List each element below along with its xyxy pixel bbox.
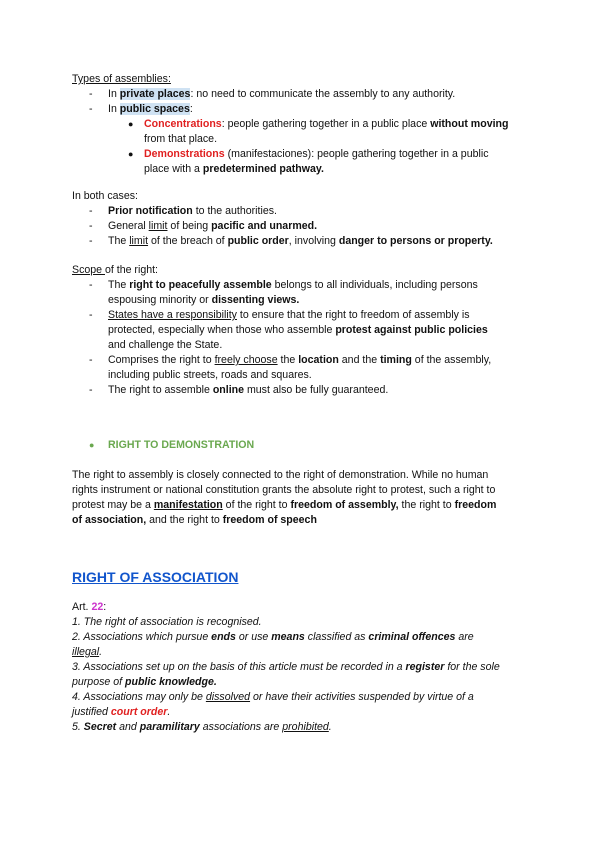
bullet-icon: ●: [128, 119, 134, 129]
demonstration-heading: ● RIGHT TO DEMONSTRATION: [89, 439, 255, 451]
list-item: - The limit of the breach of public order, involving danger to persons or property.: [89, 235, 493, 247]
article-number: Art. 22:: [72, 601, 107, 613]
text-line: rights instrument or national constitution grants the absolute right to protest, such a right to: [72, 484, 496, 496]
types-heading: Types of assemblies:: [72, 73, 171, 85]
list-item: - The right to peacefully assemble belongs to all individuals, including persons espousing minority or dissenting views.: [89, 279, 478, 306]
association-article: [72, 600, 542, 735]
demonstration-heading-block: [72, 438, 532, 453]
association-title-link[interactable]: RIGHT OF ASSOCIATION: [72, 569, 239, 585]
article-item: 1. The right of association is recognised.: [72, 616, 262, 628]
article-item: 4. Associations may only be dissolved or have their activities suspended by virtue of a justified court order.: [72, 691, 474, 718]
text-line: of association, and the right to freedom of speech: [72, 514, 317, 526]
text-line: The right to assembly is closely connected to the right of demonstration. While no human: [72, 469, 489, 481]
list-item: - The right to assemble online must also be fully guaranteed.: [89, 384, 389, 396]
scope-section: [72, 263, 532, 398]
scope-heading: Scope of the right:: [72, 264, 158, 276]
types-section: [72, 72, 532, 177]
bullet-icon: ●: [89, 440, 95, 450]
list-item: - Comprises the right to freely choose the location and the timing of the assembly, including public streets, roads and squares.: [89, 354, 492, 381]
list-item: - States have a responsibility to ensure that the right to freedom of assembly is protected, especially when those who assemble protest against public policies and challenge the State.: [89, 309, 488, 351]
article-item: 2. Associations which pursue ends or use means classified as criminal offences are illegal.: [72, 631, 474, 658]
list-item: - In public spaces:: [89, 103, 193, 115]
list-item: - General limit of being pacific and unarmed.: [89, 220, 318, 232]
both-heading: In both cases:: [72, 190, 138, 202]
list-item: - In private places: no need to communicate the assembly to any authority.: [89, 88, 456, 100]
both-cases-section: [72, 189, 532, 249]
demonstration-paragraph: [72, 468, 542, 528]
article-item: 5. Secret and paramilitary associations are prohibited.: [72, 721, 332, 733]
list-item: ● Demonstrations (manifestaciones): people gathering together in a public place with a predetermined pathway.: [128, 148, 489, 175]
text-line: protest may be a manifestation of the right to freedom of assembly, the right to freedom: [72, 499, 497, 511]
bullet-icon: ●: [128, 149, 134, 159]
association-title-block: [72, 570, 532, 587]
list-item: ● Concentrations: people gathering together in a public place without moving from that place.: [128, 118, 509, 145]
article-item: 3. Associations set up on the basis of this article must be recorded in a register for the sole purpose of public knowledge.: [72, 661, 500, 688]
list-item: - Prior notification to the authorities.: [89, 205, 277, 217]
